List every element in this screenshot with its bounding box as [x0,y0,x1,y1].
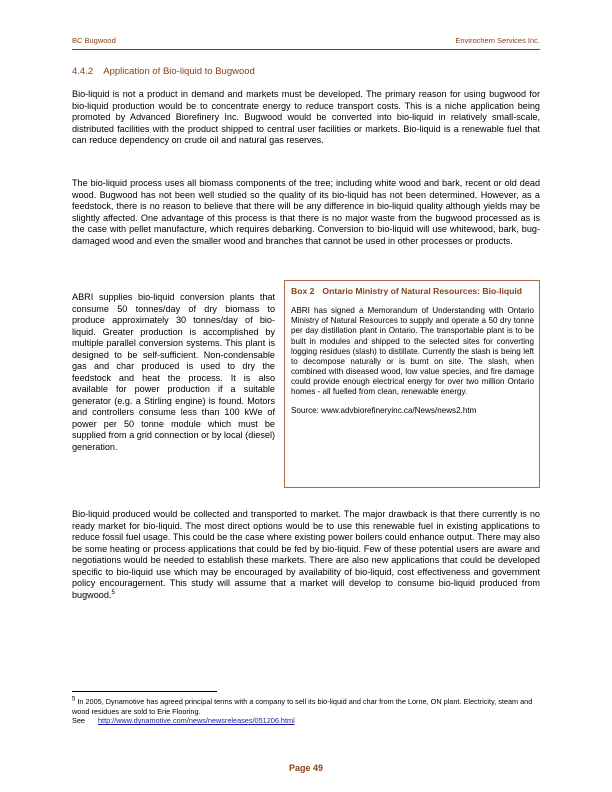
footnote-see-line [72,716,542,726]
paragraph-process: The bio-liquid process uses all biomass components of the tree; including white wood and bark, recent or old dead wood. Bugwood has not been well studied so the quality of its bio-liquid has not been determined. However, as a feedstock, there is no reason to believe that there will be any difference in bio-liquid quality although yields may be slightly affected. One advantage of this process is that there is no major waste from the bugwood processed as is the case with pellet manufacture, which requires debarking. Conversion to bio-liquid will use whitewood, bark, bug-damaged wood and even the smaller wood and branches that cannot be used in other processes or products. [72,178,540,246]
box-number: Box 2 [291,286,315,296]
section-heading [72,66,255,77]
header-divider [72,49,540,50]
footnote [72,697,542,726]
box-source: Source: www.advbiorefineryinc.ca/News/news2.htm [291,406,477,416]
paragraph-market [72,509,540,601]
footnote-link[interactable]: http://www.dynamotive.com/news/newsreleases/051206.html [97,716,295,726]
paragraph-market-text: Bio-liquid produced would be collected and transported to market. The major drawback is that there currently is no ready market for bio-liquid. The most direct options would be to use this renewable fuel in existing applications to reduce fossil fuel usage. This could be the case where existing power boilers could enhance output. There may also be some heating or process applications that could be fed by bio-liquid. Few of these potential users are aware and negotiations would be needed to establish these markets. There are also new applications that could be developed specific to bio-liquid use which may be encouraged by availability of bio-liquid, cost effectiveness and government policy encouragement. This study will assume that a market will develop to consume bio-liquid produced from bugwood. [72,509,540,600]
box-title: Ontario Ministry of Natural Resources: Bio-liquid [322,286,522,296]
footnote-divider [72,691,217,692]
box-heading [291,286,534,296]
footnote-marker: 5 [72,696,76,703]
box-body: ABRI has signed a Memorandum of Understanding with Ontario Ministry of Natural Resources to supply and operate a 50 dry tonne per day distillation plant in Ontario. The transportable plant is to be built in modules and shipped to the selected sites for converting logging residues (slash) to distillate. Currently the slash is being left to decompose naturally or is burnt on site. The slash, when combined with diseased wood, low value species, and fire damage could provide enough electrical energy for over two million Ontario homes - all fuelled from clean, renewable energy. [291,306,534,397]
section-number: 4.4.2 [72,66,94,77]
paragraph-abri-plants: ABRI supplies bio-liquid conversion plants that consume 50 tonnes/day of dry biomass to produce approximately 30 tonnes/day of bio-liquid. Greater production is accomplished by multiple parallel conversion systems. This plant is designed to be self-sufficient. Non-condensable gas and char produced is used to dry the feedstock and heat the process. It is also available for power production if a suitable generator (e.g. a Stirling engine) is found. Motors and controllers consume less than 100 kWe of power per 50 tonne module which must be supplied from a grid connection or by local (diesel) generation. [72,292,275,452]
page-number: Page 49 [288,763,324,773]
header-right-company: Envirochem Services Inc. [455,36,540,45]
footnote-see-label: See [72,716,85,726]
section-title: Application of Bio-liquid to Bugwood [103,66,255,77]
sidebar-box [284,280,540,488]
footnote-reference[interactable]: 5 [111,589,115,596]
footnote-text: In 2005, Dynamotive has agreed principal terms with a company to sell its bio-liquid and char from the Lorne, ON plant. Electricity, steam and wood residues are sold to Erie Flooring. [72,697,533,716]
footnote-body [72,697,542,716]
paragraph-intro: Bio-liquid is not a product in demand and markets must be developed. The primary reason for using bugwood for bio-liquid production would be to concentrate energy to reduce transport costs. This is a niche application being promoted by Advanced Biorefinery Inc. Bugwood would be converted into bio-liquid in relatively small-scale, distributed facilities with the product shipped to central user facilities or markets. Bio-liquid is a renewable fuel that can reduce dependency on crude oil and natural gas reserves. [72,89,540,145]
header-left-title: BC Bugwood [72,36,116,45]
